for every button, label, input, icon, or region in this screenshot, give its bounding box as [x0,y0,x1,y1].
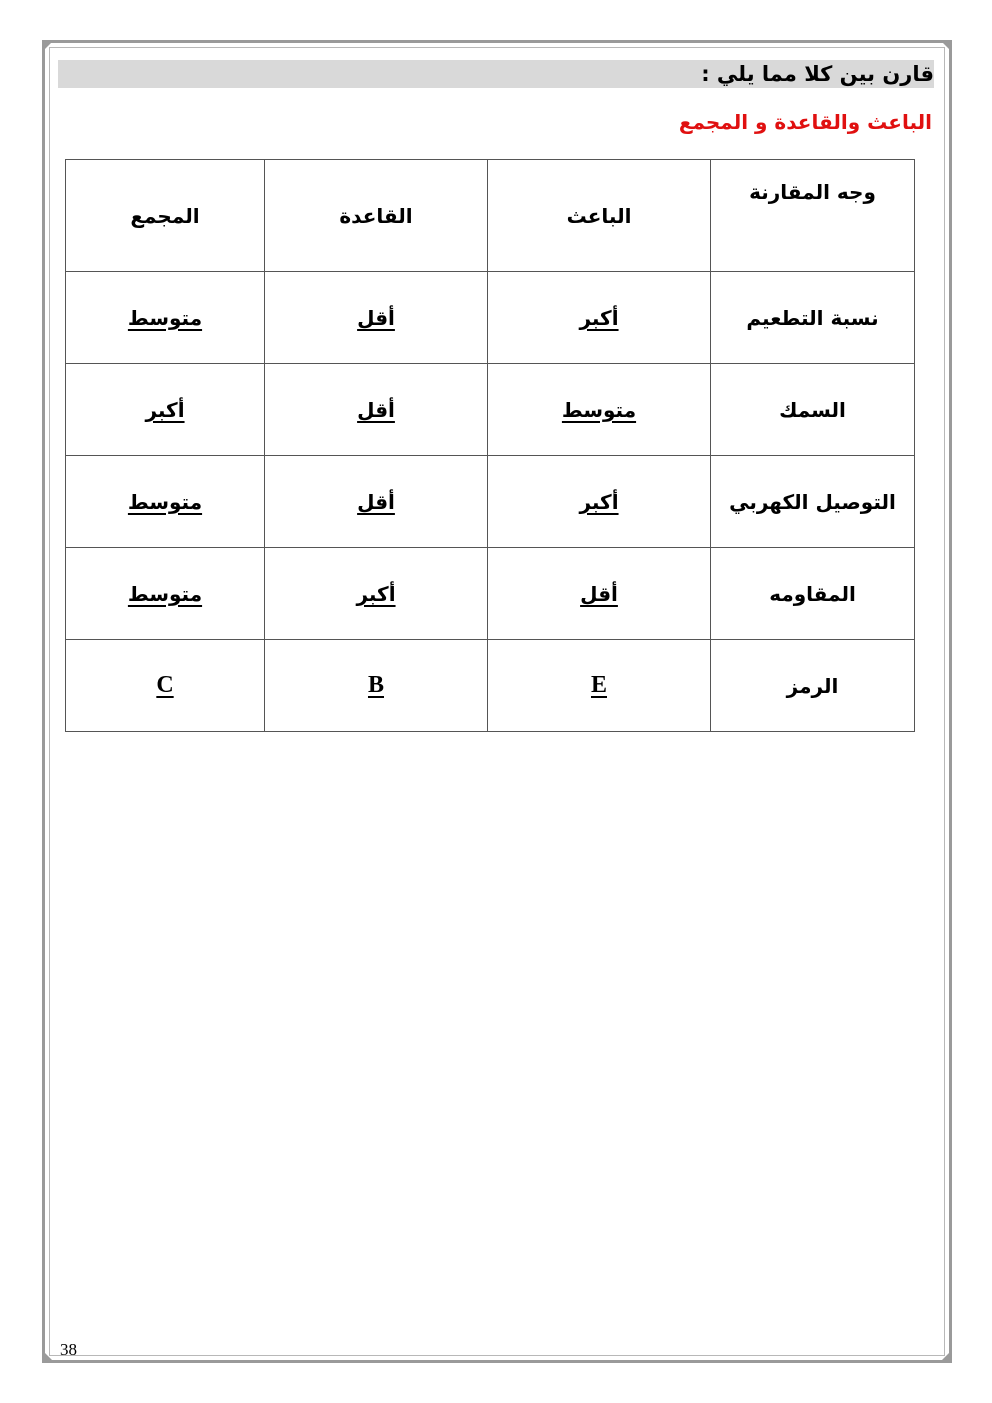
table-row [66,640,915,732]
table-row [66,548,915,640]
section-subtitle: الباعث والقاعدة و المجمع [678,110,932,134]
header-collector: المجمع [66,160,265,272]
base-value: أكبر [356,581,396,606]
table-row [66,456,915,548]
corner-ornament-icon [942,1352,950,1360]
emitter-value: أقل [580,581,618,606]
collector-value: متوسط [127,305,203,330]
corner-ornament-icon [942,42,950,50]
comparison-table [65,159,915,732]
corner-ornament-icon [44,1352,52,1360]
header-base: القاعدة [265,160,488,272]
row-label: السمك [711,364,915,456]
base-symbol: B [367,672,384,698]
emitter-value: أكبر [579,489,619,514]
header-emitter: الباعث [488,160,711,272]
emitter-value: متوسط [561,397,637,422]
table-row [66,272,915,364]
collector-value: متوسط [127,489,203,514]
table-row [66,364,915,456]
row-label: نسبة التطعيم [711,272,915,364]
collector-value: متوسط [127,581,203,606]
base-value: أقل [357,397,395,422]
header-aspect: وجه المقارنة [711,160,915,272]
page-heading: قارن بين كلا مما يلي : [701,62,934,86]
row-label: التوصيل الكهربي [711,456,915,548]
table-header-row [66,160,915,272]
base-value: أقل [357,489,395,514]
corner-ornament-icon [44,42,52,50]
base-value: أقل [357,305,395,330]
collector-symbol: C [156,672,174,698]
collector-value: أكبر [145,397,185,422]
page-number: 38 [60,1340,77,1359]
emitter-symbol: E [590,672,607,698]
row-label: المقاومه [711,548,915,640]
emitter-value: أكبر [579,305,619,330]
row-label: الرمز [711,640,915,732]
